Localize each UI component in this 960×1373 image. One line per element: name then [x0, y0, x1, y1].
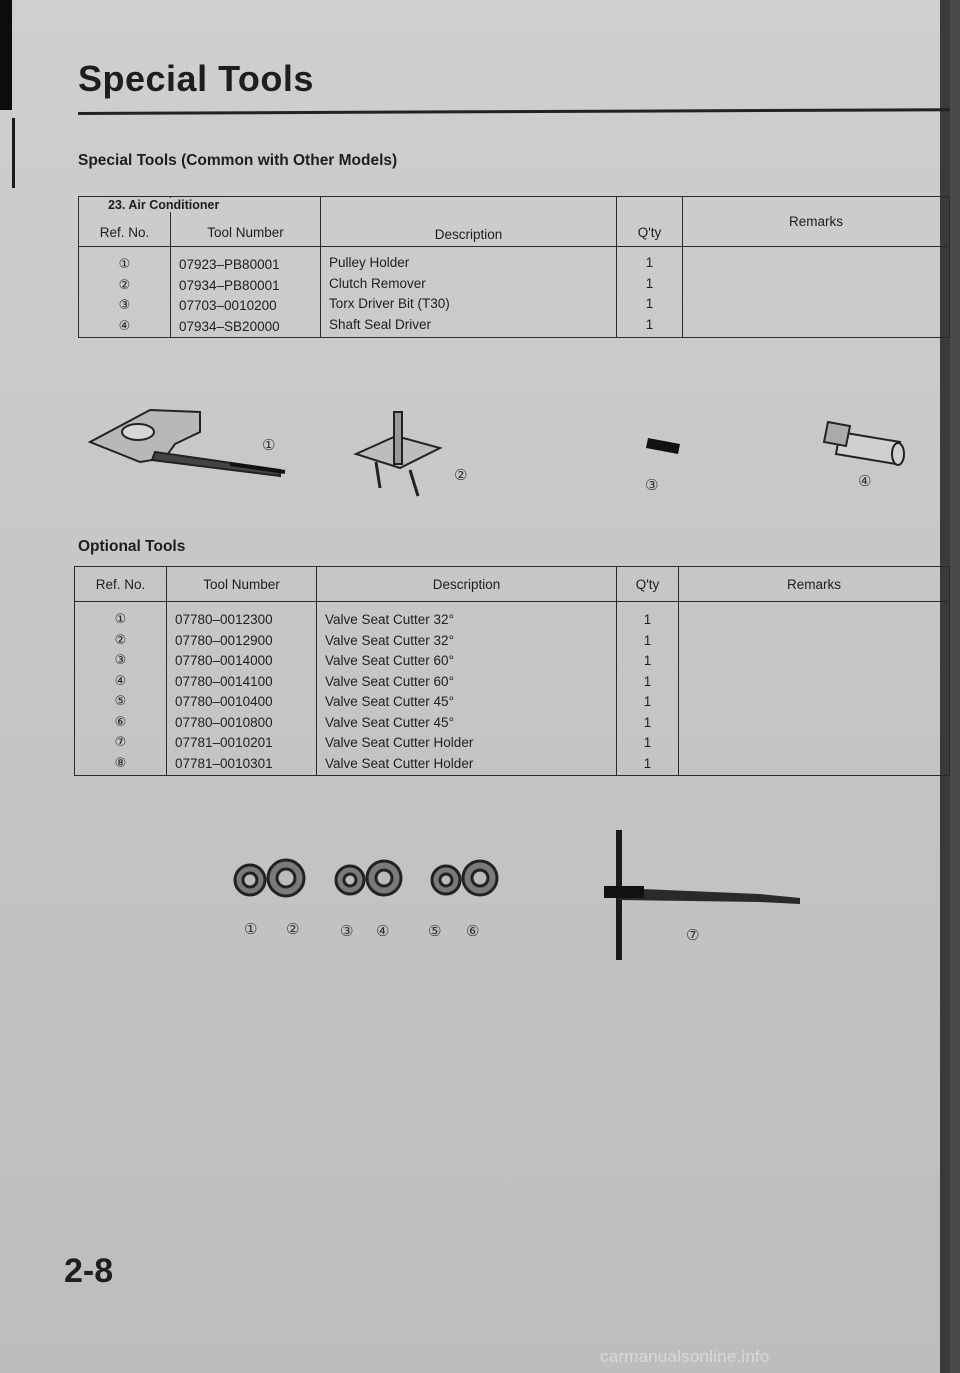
title-rule: [78, 108, 950, 115]
ref-no: ②: [114, 632, 127, 648]
tool-qty: 1: [645, 255, 654, 270]
tool-description: Pulley Holder: [329, 255, 410, 270]
qty-cell: [617, 247, 683, 338]
cutter-4-callout: ④: [376, 922, 390, 940]
cutter-holder-drawing: [604, 830, 800, 960]
tool-number: 07923–PB80001: [179, 257, 280, 272]
clutch-remover-drawing: [356, 412, 440, 496]
tool-description: Shaft Seal Driver: [329, 316, 432, 332]
tool-number: 07780–0010800: [175, 714, 273, 730]
ref-no: ①: [114, 612, 127, 627]
tool-qty: 1: [643, 673, 652, 689]
tool-qty: 1: [643, 735, 652, 750]
ref-no-cell: [79, 247, 171, 338]
air-conditioner-tools-table: [78, 196, 950, 338]
tool-description: Valve Seat Cutter 32°: [325, 632, 454, 648]
tool-number: 07780–0014000: [175, 653, 273, 668]
tool-number: 07780–0012900: [175, 632, 273, 648]
tool-description: Torx Driver Bit (T30): [329, 296, 450, 311]
tool-description: Valve Seat Cutter 45°: [325, 714, 454, 730]
tool-number-cell: [167, 602, 317, 776]
remarks-cell: [683, 247, 950, 338]
table-group-label: 23. Air Conditioner: [104, 198, 223, 212]
pulley-holder-drawing: [90, 410, 285, 476]
remarks-cell: [679, 602, 950, 776]
tool-description: Valve Seat Cutter 60°: [325, 673, 454, 689]
tool-description: Clutch Remover: [329, 275, 426, 291]
ref-no: ④: [118, 318, 131, 334]
column-header-qty: Q'ty: [617, 197, 683, 247]
column-header-qty: Q'ty: [617, 567, 679, 602]
description-cell: [321, 247, 617, 338]
column-header-ref-no: Ref. No.: [75, 567, 167, 602]
ref-no: ⑦: [114, 735, 127, 750]
tool-description: Valve Seat Cutter 45°: [325, 694, 454, 709]
column-header-tool-number: Tool Number: [167, 567, 317, 602]
section-heading: Special Tools (Common with Other Models): [78, 152, 398, 169]
tool-number: 07780–0010400: [175, 694, 273, 709]
cutter-3-callout: ③: [340, 922, 354, 940]
column-header-ref-no: Ref. No.: [79, 197, 171, 247]
tool-number: 07781–0010301: [175, 755, 273, 771]
cutter-6-callout: ⑥: [466, 922, 480, 940]
binding-mark: [12, 118, 15, 188]
tool-number: 07934–SB20000: [179, 318, 280, 334]
ref-no-cell: [75, 602, 167, 776]
tool-3-callout: ③: [645, 476, 659, 494]
tool-qty: 1: [643, 694, 652, 709]
page-number: 2-8: [64, 1252, 114, 1290]
ref-no: ⑧: [114, 755, 127, 771]
qty-cell: [617, 602, 679, 776]
tool-number: 07934–PB80001: [179, 277, 280, 293]
valve-seat-cutter-drawing: [235, 860, 497, 896]
tool-number: 07703–0010200: [179, 298, 277, 313]
column-header-remarks: Remarks: [679, 567, 950, 602]
description-cell: [317, 602, 617, 776]
ref-no: ②: [118, 277, 131, 293]
tool-qty: 1: [643, 755, 652, 771]
optional-tools-table: [74, 566, 950, 776]
ref-no: ④: [114, 673, 127, 689]
cutter-1-callout: ①: [244, 920, 258, 938]
tool-4-callout: ④: [858, 472, 872, 490]
ref-no: ③: [118, 298, 131, 313]
optional-tools-heading: Optional Tools: [78, 538, 186, 555]
torx-bit-drawing: [646, 438, 680, 454]
ref-no: ③: [114, 653, 127, 668]
tool-qty: 1: [643, 714, 652, 730]
watermark: carmanualsonline.info: [600, 1347, 770, 1366]
tool-description: Valve Seat Cutter 32°: [325, 612, 454, 627]
tool-qty: 1: [643, 653, 652, 668]
valve-seat-cutters-illustration: [220, 820, 820, 970]
tool-number: 07780–0014100: [175, 673, 273, 689]
ref-no: ①: [118, 257, 131, 272]
ref-no: ⑤: [114, 694, 127, 709]
page-title: Special Tools: [78, 58, 314, 99]
tool-2-callout: ②: [454, 466, 468, 484]
column-header-description: Description: [317, 567, 617, 602]
tool-number: 07781–0010201: [175, 735, 273, 750]
shaft-seal-driver-drawing: [824, 422, 904, 465]
cutter-5-callout: ⑤: [428, 922, 442, 940]
tool-qty: 1: [645, 296, 654, 311]
cutter-2-callout: ②: [286, 920, 300, 938]
binding-edge: [0, 0, 12, 110]
tool-qty: 1: [643, 612, 652, 627]
holder-7-callout: ⑦: [686, 926, 700, 944]
tool-qty: 1: [645, 275, 654, 291]
ref-no: ⑥: [114, 714, 127, 730]
tool-qty: 1: [645, 316, 654, 332]
tool-description: Valve Seat Cutter 60°: [325, 653, 454, 668]
column-header-tool-number: Tool Number: [171, 197, 321, 247]
air-conditioner-tools-illustration: [80, 392, 950, 522]
tool-qty: 1: [643, 632, 652, 648]
tool-number-cell: [171, 247, 321, 338]
tool-description: Valve Seat Cutter Holder: [325, 735, 474, 750]
tool-number: 07780–0012300: [175, 612, 273, 627]
column-header-remarks: Remarks: [683, 197, 950, 247]
tool-description: Valve Seat Cutter Holder: [325, 755, 474, 771]
column-header-description: Description: [321, 197, 617, 247]
tool-1-callout: ①: [262, 436, 276, 454]
